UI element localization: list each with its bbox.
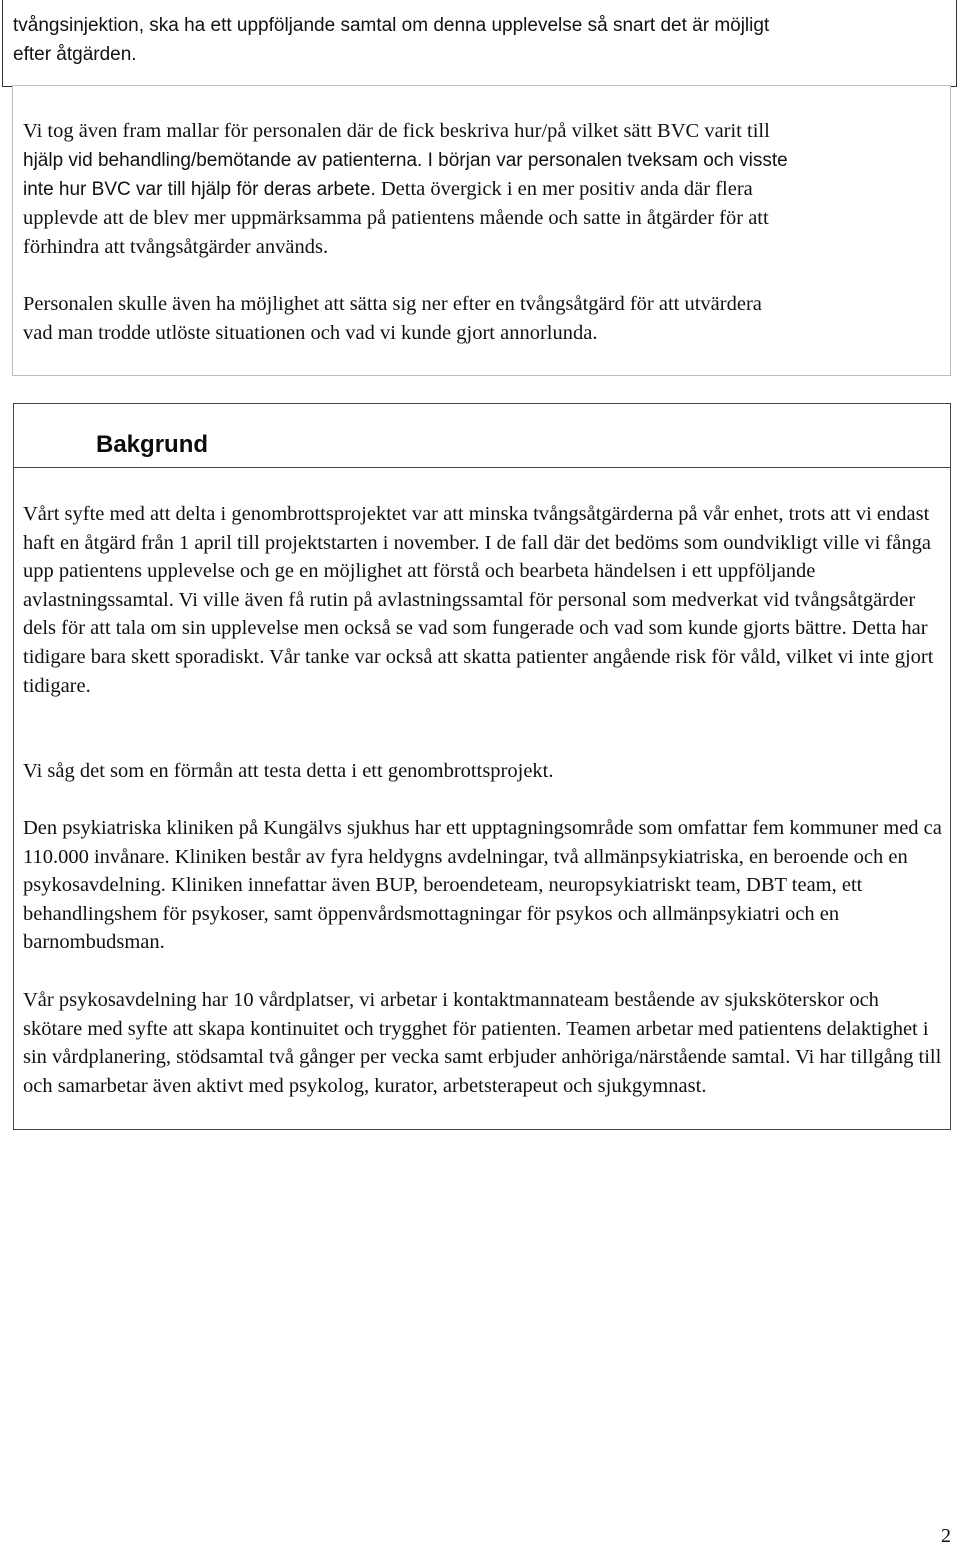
- top-line-2: efter åtgärden.: [13, 44, 137, 65]
- staff-template-box: [12, 85, 951, 376]
- middle-p2-line-1: Personalen skulle även ha möjlighet att sätta sig ner efter en tvångsåtgärd för att utvärdera: [23, 293, 762, 315]
- middle-p1-line-1: Vi tog även fram mallar för personalen där de fick beskriva hur/på vilket sätt BVC varit till: [23, 120, 770, 142]
- middle-p1-line-5: förhindra att tvångsåtgärder används.: [23, 236, 329, 258]
- top-line-1: tvångsinjektion, ska ha ett uppföljande samtal om denna upplevelse så snart det är möjligt: [13, 15, 770, 36]
- middle-p1-line-3: [23, 175, 753, 204]
- section-heading: Bakgrund: [96, 431, 209, 458]
- middle-p1-line-2-b: I början var personalen tveksam och visste: [422, 150, 788, 171]
- bakgrund-paragraph-clinic: Den psykiatriska kliniken på Kungälvs sjukhus har ett upptagningsområde som omfattar fem kommuner med ca 110.000 invånare. Kliniken består av fyra heldygns avdelningar, två allmänpsykiatriska, en beroende och en psykosavdelning. Kliniken innefattar även BUP, beroendeteam, neuropsykiatriskt team, DBT team, ett behandlingshem för psykoser, samt öppenvårdsmottagningar för psykos och allmänpsykiatri och en barnombudsman.: [23, 817, 942, 954]
- page-number: 2: [941, 1525, 951, 1547]
- bakgrund-section: [13, 403, 951, 1130]
- middle-p1-line-2: [23, 146, 788, 175]
- middle-p1-line-3-a: inte hur BVC var till hjälp för deras arbete.: [23, 179, 376, 200]
- bakgrund-paragraph-ward: Vår psykosavdelning har 10 vårdplatser, vi arbetar i kontaktmannateam bestående av sjuksköterskor och skötare med syfte att skapa kontinuitet och trygghet för patienten. Teamen arbetar med patientens delaktighet i sin vårdplanering, stödsamtal två gånger per vecka samt erbjuder anhöriga/närstående samtal. Vi har tillgång till och samarbetar även aktivt med psykolog, kurator, arbetsterapeut och sjukgymnast.: [23, 989, 942, 1097]
- middle-p2-line-2: vad man trodde utlöste situationen och vad vi kunde gjort annorlunda.: [23, 322, 598, 344]
- middle-p1-line-3-b: Detta övergick i en mer positiv anda där flera: [375, 178, 753, 200]
- middle-p1-line-4: upplevde att de blev mer uppmärksamma på patientens mående och satte in åtgärder för att: [23, 207, 769, 229]
- heading-band: [14, 404, 950, 468]
- bakgrund-paragraph-benefit: Vi såg det som en förmån att testa detta i ett genombrottsprojekt.: [23, 760, 554, 782]
- top-text-box: [2, 0, 957, 87]
- bakgrund-paragraph-purpose: Vårt syfte med att delta i genombrottsprojektet var att minska tvångsåtgärderna på vår enhet, trots att vi endast haft en åtgärd från 1 april till projektstarten i november. I de fall där det bedöms som oundvikligt ville vi fånga upp patientens upplevelse och ge en möjlighet att förstå och bearbeta händelsen i ett uppföljande avlastningssamtal. Vi ville även få rutin på avlastningssamtal för personal som medverkat vid tvångsåtgärder dels för att tala om sin upplevelse men också se vad som fungerade och vad som kunde gjorts bättre. Detta har tidigare bara skett sporadiskt. Vår tanke var också att skatta patienter angående risk för våld, vilket vi inte gjort tidigare.: [23, 503, 934, 697]
- middle-p1-line-2-a: hjälp vid behandling/bemötande av patienterna.: [23, 150, 423, 171]
